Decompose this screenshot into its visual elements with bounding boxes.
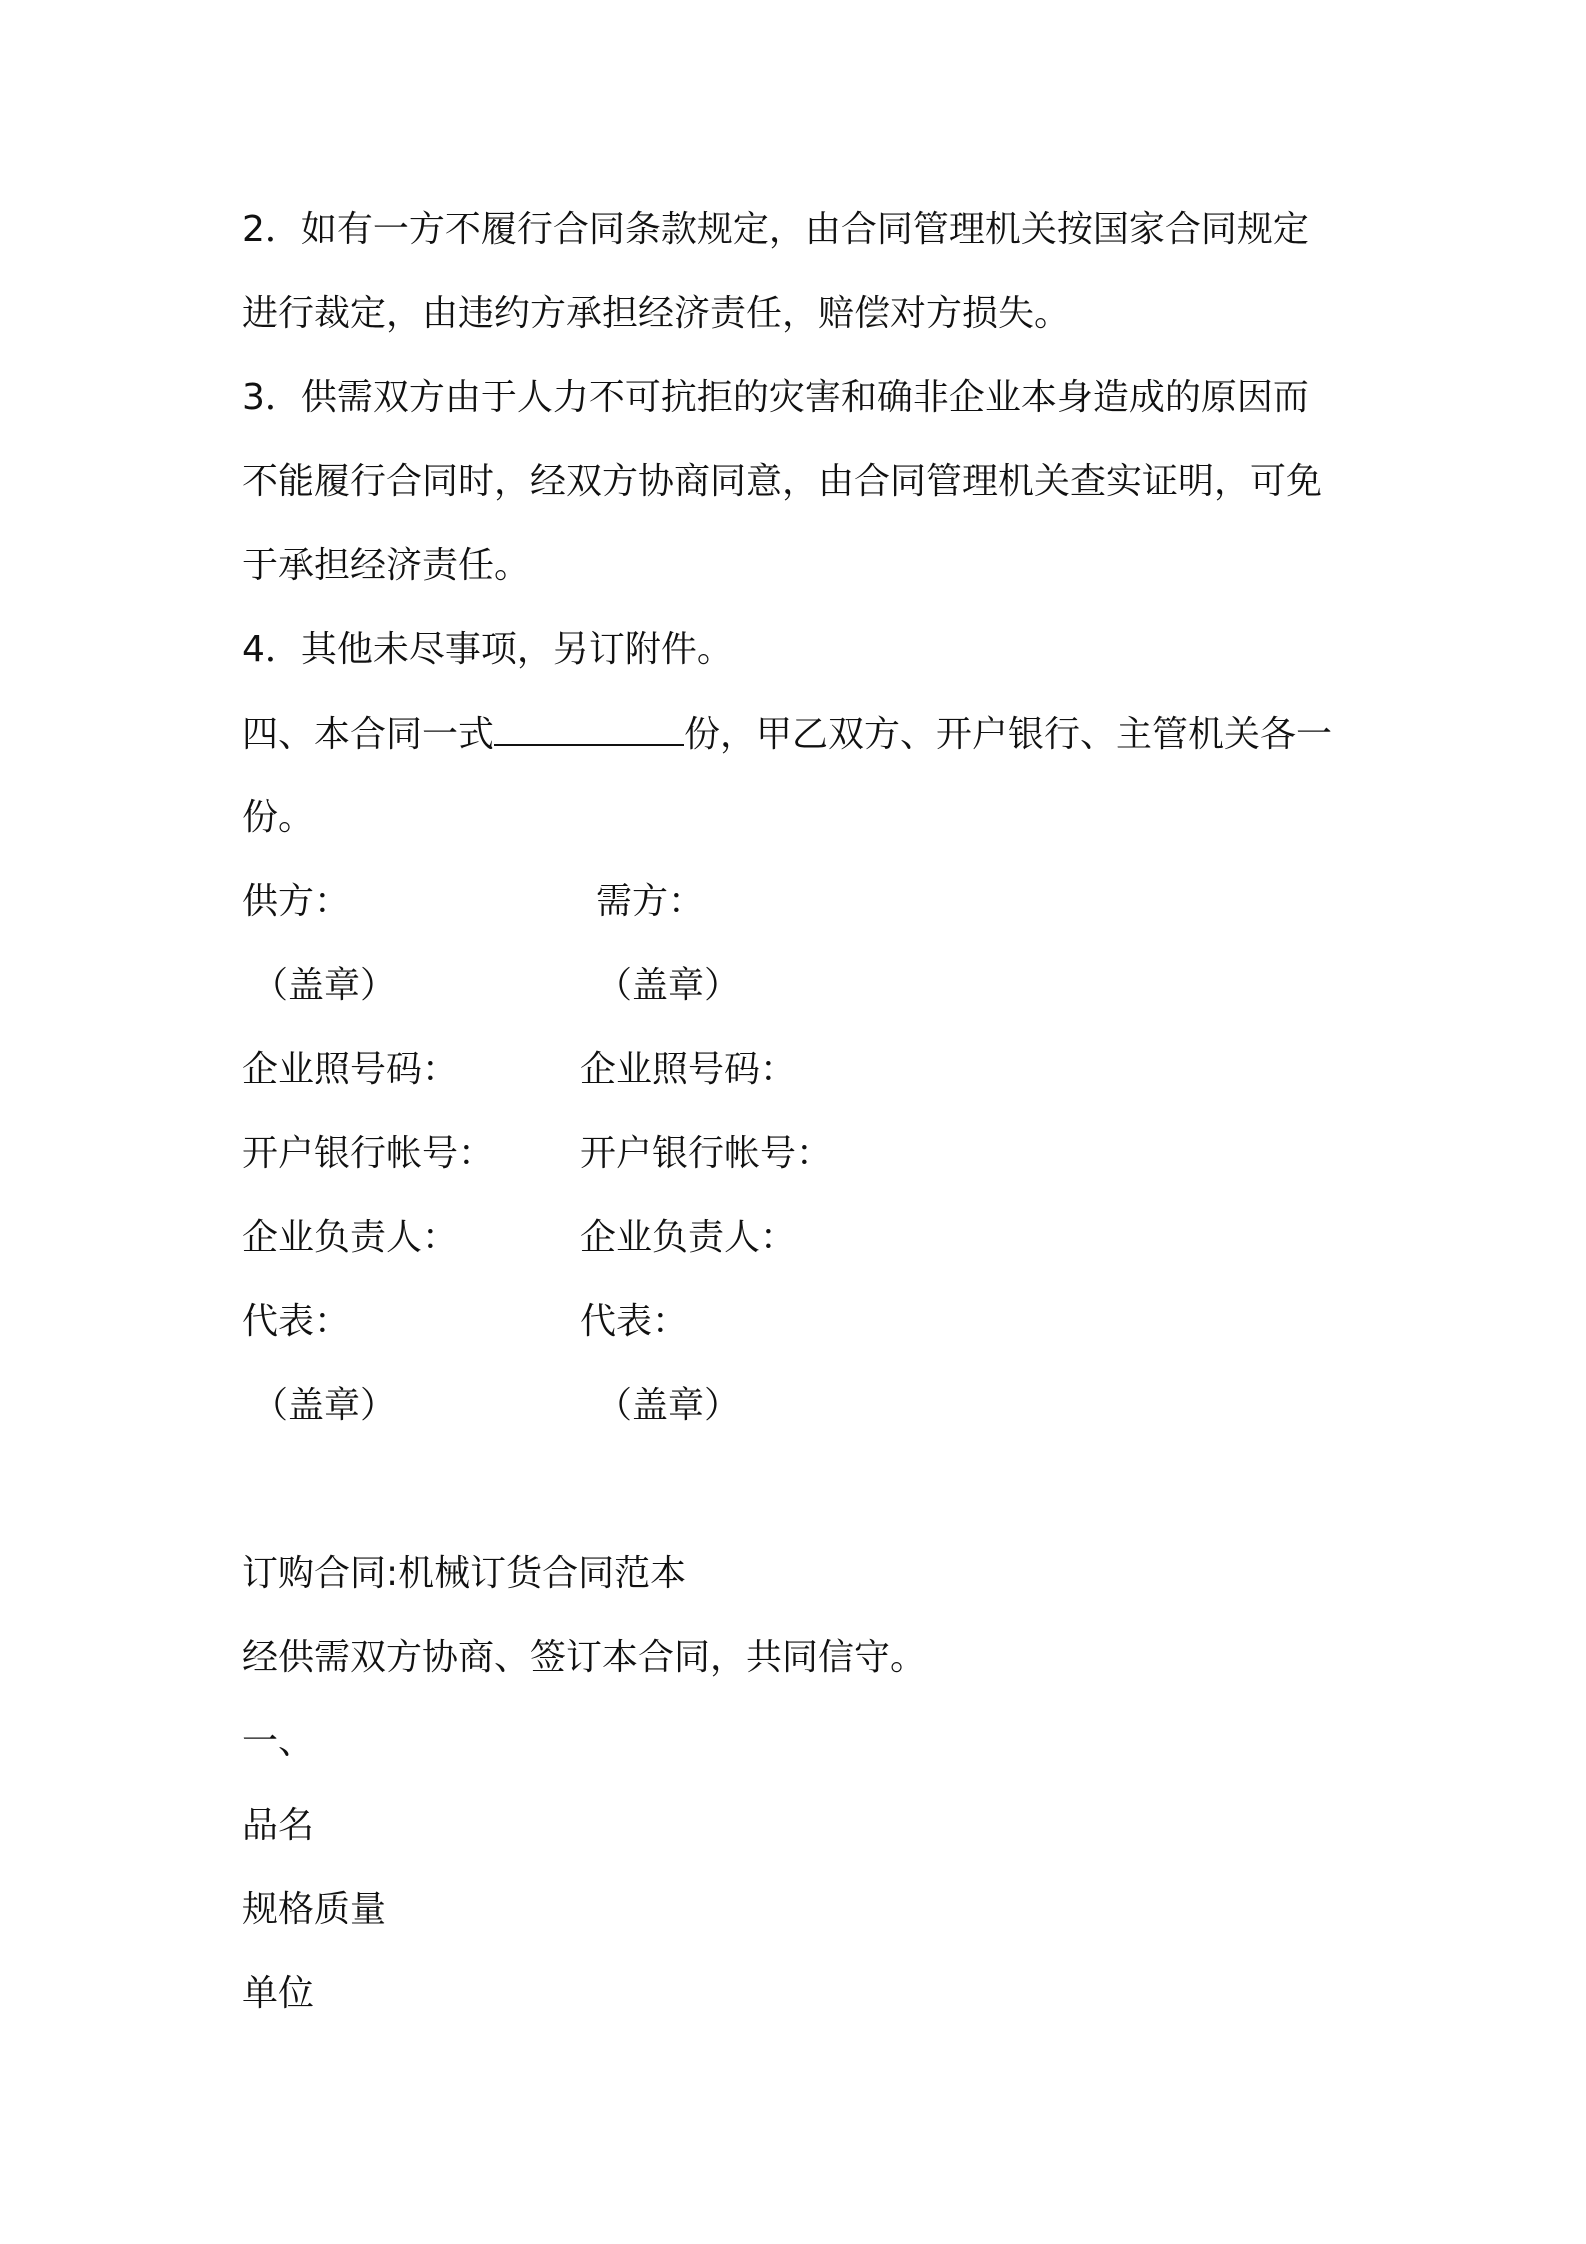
section-4-suffix: 份，甲乙双方、开户银行、主管机关各一 <box>684 714 1333 755</box>
clause-3-line-1: 3．供需双方由于人力不可抗拒的灾害和确非企业本身造成的原因而 <box>242 377 1309 418</box>
supplier-seal: （盖章） <box>252 965 397 1006</box>
section-4-line-2: 份。 <box>242 797 315 838</box>
buyer-label: 需方： <box>596 881 705 922</box>
supplier-representative: 代表： <box>242 1301 351 1342</box>
clause-3-line-3: 于承担经济责任。 <box>242 545 531 586</box>
buyer-seal: （盖章） <box>596 965 741 1006</box>
clause-2-line-2: 进行裁定，由违约方承担经济责任，赔偿对方损失。 <box>242 293 1071 334</box>
supplier-bank-account: 开户银行帐号： <box>242 1133 495 1174</box>
clause-2-line-1: 2．如有一方不履行合同条款规定，由合同管理机关按国家合同规定 <box>242 209 1309 250</box>
supplier-label: 供方： <box>242 881 351 922</box>
buyer-bank-account: 开户银行帐号： <box>580 1133 833 1174</box>
second-contract-section-1: 一、 <box>242 1721 315 1762</box>
supplier-responsible: 企业负责人： <box>242 1217 459 1258</box>
field-unit: 单位 <box>242 1973 315 2014</box>
field-spec-quality: 规格质量 <box>242 1889 387 1930</box>
second-contract-intro: 经供需双方协商、签订本合同，共同信守。 <box>242 1637 927 1678</box>
buyer-seal-2: （盖章） <box>596 1385 741 1426</box>
field-product-name: 品名 <box>242 1805 315 1846</box>
supplier-seal-2: （盖章） <box>252 1385 397 1426</box>
buyer-responsible: 企业负责人： <box>580 1217 797 1258</box>
clause-3-line-2: 不能履行合同时，经双方协商同意，由合同管理机关查实证明，可免 <box>242 461 1323 502</box>
section-4-prefix: 四、本合同一式 <box>242 714 495 755</box>
second-contract-title: 订购合同:机械订货合同范本 <box>242 1553 687 1594</box>
supplier-reg-no: 企业照号码： <box>242 1049 459 1090</box>
section-4-line-1 <box>242 710 1332 759</box>
buyer-representative: 代表： <box>580 1301 689 1342</box>
buyer-reg-no: 企业照号码： <box>580 1049 797 1090</box>
copies-blank <box>494 710 684 746</box>
clause-4-line-1: 4．其他未尽事项，另订附件。 <box>242 629 733 670</box>
